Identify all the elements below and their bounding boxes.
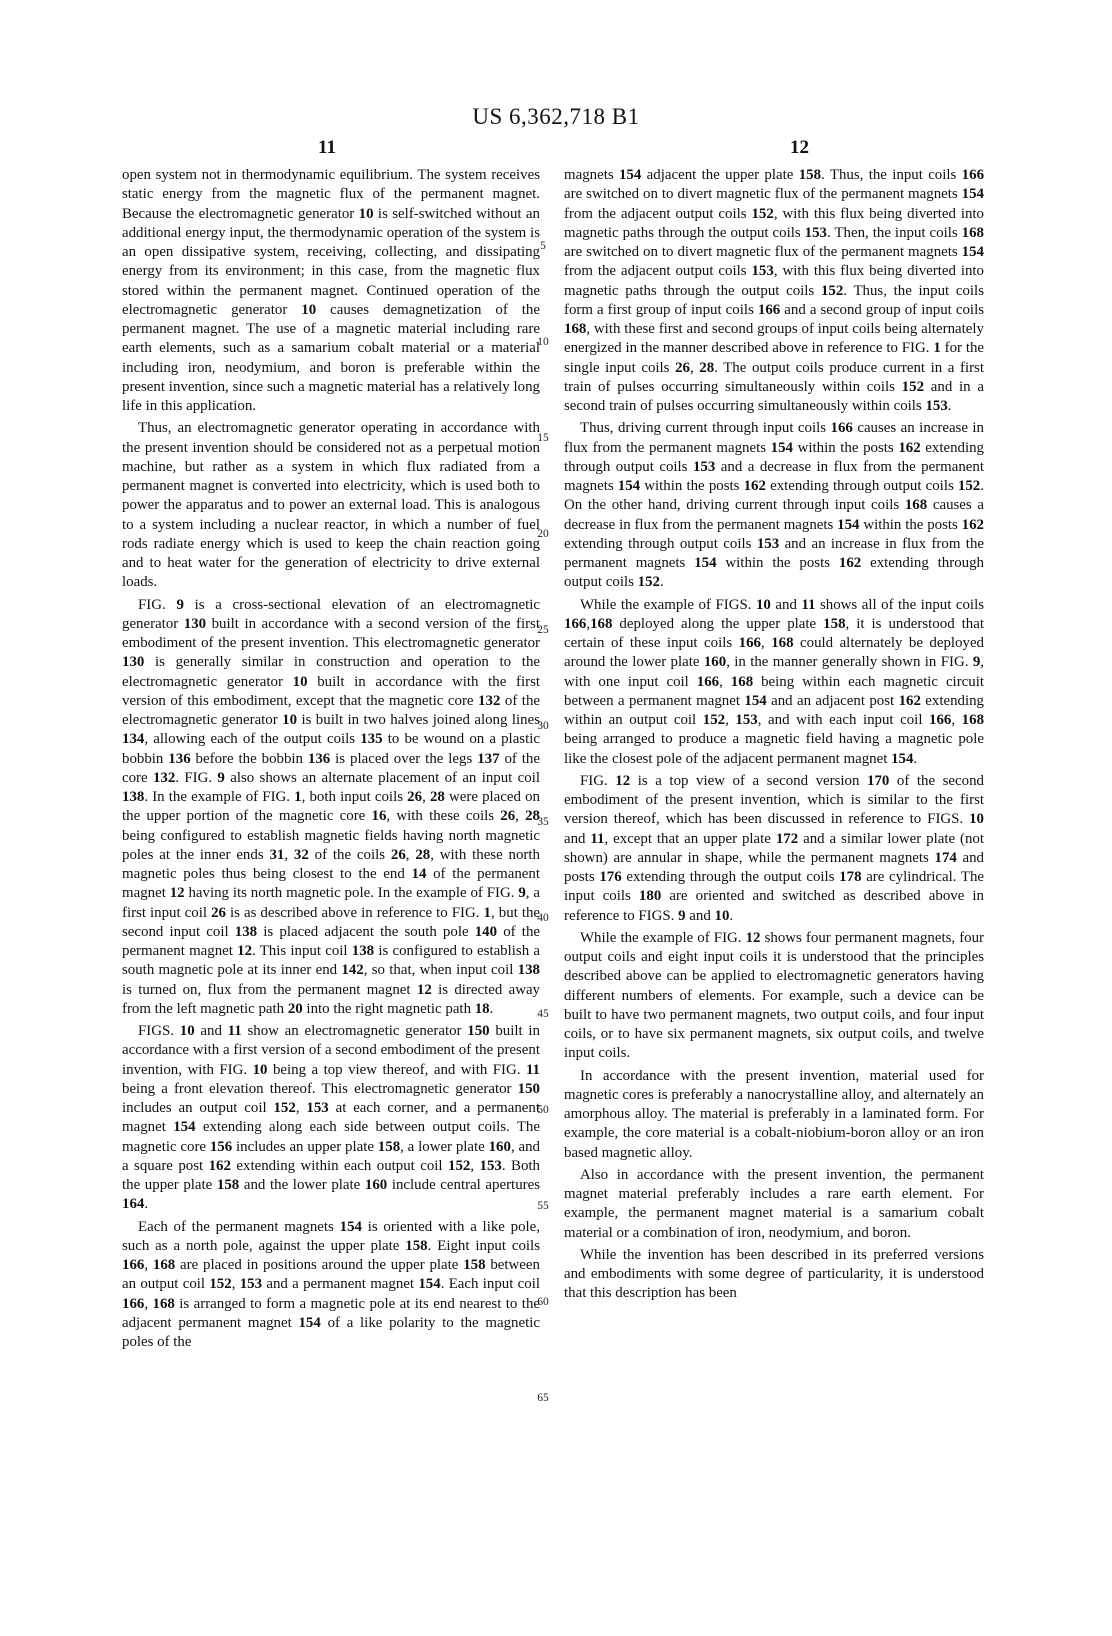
paragraph: In accordance with the present invention, material used for magnetic cores is preferably a nanocrystalline alloy, and alternately an amorphous alloy. The material is preferably in a laminated form. For example, the core material is a cobalt-niobium-boron alloy or an iron based magnetic alloy. xyxy=(564,1067,984,1161)
paragraph: Each of the permanent magnets 154 is oriented with a like pole, such as a north pole, against the upper plate 158. Eight input coils 166, 168 are placed in positions around the upper plate 158 between an output coil 152, 153 and a permanent magnet 154. Each input coil 166, 168 is arranged to form a magnetic pole at its end nearest to the adjacent permanent magnet 154 of a like polarity to the magnetic poles of the xyxy=(122,1218,541,1350)
paragraph: magnets 154 adjacent the upper plate 158. Thus, the input coils 166 are switched on to divert magnetic flux of the permanent magnets 154 from the adjacent output coils 152, with this flux being diverted into magnetic paths through the output coils 153. Then, the input coils 168 are switched on to divert magnetic flux of the permanent magnets 154 from the adjacent output coils 153, with this flux being diverted into magnetic paths through the output coils 152. Thus, the input coils form a first group of input coils 166 and a second group of input coils 168, with these first and second groups of input coils being alternately energized in the manner described above in reference to FIG. 1 for the single input coils 26, 28. The output coils produce current in a first train of pulses occurring simultaneously within coils 152 and in a second train of pulses occurring simultaneously within coils 153. xyxy=(564,167,985,414)
line-number: 35 xyxy=(537,816,549,828)
left-text-column xyxy=(122,166,540,1352)
paragraph: FIG. 12 is a top view of a second version 170 of the second embodiment of the present invention, which is similar to the first version thereof, which has been discussed in reference to FIGS. 10 and 11, except that an upper plate 172 and a similar lower plate (not shown) are annular in shape, while the permanent magnets 174 and posts 176 extending through the output coils 178 are cylindrical. The input coils 180 are oriented and switched as described above in reference to FIGS. 9 and 10. xyxy=(564,772,985,924)
paragraph: FIGS. 10 and 11 show an electromagnetic generator 150 built in accordance with a first version of a second embodiment of the present invention, with FIG. 10 being a top view thereof, and with FIG. 11 being a front elevation thereof. This electromagnetic generator 150 includes an output coil 152, 153 at each corner, and a permanent magnet 154 extending along each side between output coils. The magnetic core 156 includes an upper plate 158, a lower plate 160, and a square post 162 extending within each output coil 152, 153. Both the upper plate 158 and the lower plate 160 include central apertures 164. xyxy=(122,1023,541,1213)
line-number: 65 xyxy=(537,1392,549,1404)
line-number: 40 xyxy=(537,912,549,924)
right-text-column xyxy=(564,166,984,1304)
paragraph: Thus, an electromagnetic generator operating in accordance with the present invention should be considered not as a perpetual motion machine, but rather as a system in which flux radiated from a permanent magnet is converted into electricity, which is used both to power the apparatus and to power an external load. This is analogous to a system including a nuclear reactor, in which a number of fuel rods radiate energy which is used to keep the chain reaction going and to heat water for the generation of electricity to drive external loads. xyxy=(122,420,540,591)
line-number: 60 xyxy=(537,1296,549,1308)
paragraph: FIG. 9 is a cross-sectional elevation of an electromagnetic generator 130 built in accordance with a second version of the first embodiment of the present invention. This electromagnetic generator 130 is generally similar in construction and operation to the electromagnetic generator 10 built in accordance with the first version of this embodiment, except that the magnetic core 132 of the electromagnetic generator 10 is built in two halves joined along lines 134, allowing each of the output coils 135 to be wound on a plastic bobbin 136 before the bobbin 136 is placed over the legs 137 of the core 132. FIG. 9 also shows an alternate placement of an input coil 138. In the example of FIG. 1, both input coils 26, 28 were placed on the upper portion of the magnetic core 16, with these coils 26, 28 being configured to establish magnetic fields having north magnetic poles at the inner ends 31, 32 of the coils 26, 28, with these north magnetic poles thus being closest to the end 14 of the permanent magnet 12 having its north magnetic pole. In the example of FIG. 9, a first input coil 26 is as described above in reference to FIG. 1, but the second input coil 138 is placed adjacent the south pole 140 of the permanent magnet 12. This input coil 138 is configured to establish a south magnetic pole at its inner end 142, so that, when input coil 138 is turned on, flux from the permanent magnet 12 is directed away from the left magnetic path 20 into the right magnetic path 18. xyxy=(122,596,541,1017)
paragraph: While the example of FIGS. 10 and 11 shows all of the input coils 166,168 deployed along the upper plate 158, it is understood that certain of these input coils 166, 168 could alternately be deployed around the lower plate 160, in the manner generally shown in FIG. 9, with one input coil 166, 168 being within each magnetic circuit between a permanent magnet 154 and an adjacent post 162 extending within an output coil 152, 153, and with each input coil 166, 168 being arranged to produce a magnetic field having a magnetic pole like the closest pole of the adjacent permanent magnet 154. xyxy=(564,596,985,767)
paragraph: open system not in thermodynamic equilibrium. The system receives static energy from the magnetic flux of the permanent magnet. Because the electromagnetic generator 10 is self-switched without an additional energy input, the thermodynamic operation of the system is an open dissipative system, receiving, collecting, and dissipating energy from its environment; in this case, from the magnetic flux stored within the permanent magnet. Continued operation of the electromagnetic generator 10 causes demagnetization of the permanent magnet. The use of a magnetic material including rare earth elements, such as a samarium cobalt material or a material including iron, neodymium, and boron is preferable within the present invention, since such a magnetic material has a relatively long life in this application. xyxy=(122,167,540,414)
paragraph: While the example of FIG. 12 shows four permanent magnets, four output coils and eight input coils it is understood that the principles described above can be applied to electromagnetic generators having different numbers of elements. For example, such a device can be built to have two permanent magnets, two output coils, and four input coils, or to have six permanent magnets, six output coils, and twelve input coils. xyxy=(564,929,985,1062)
line-number: 50 xyxy=(537,1104,549,1116)
line-number: 5 xyxy=(540,240,546,252)
line-number: 15 xyxy=(537,432,549,444)
patent-number: US 6,362,718 B1 xyxy=(472,104,640,129)
line-number: 20 xyxy=(537,528,549,540)
line-number: 55 xyxy=(537,1200,549,1212)
column-number-left: 11 xyxy=(318,137,336,158)
line-number: 25 xyxy=(537,624,549,636)
column-number-right: 12 xyxy=(790,137,809,158)
line-number: 45 xyxy=(537,1008,549,1020)
paragraph: Also in accordance with the present invention, the permanent magnet material preferably includes a rare earth element. For example, the permanent magnet material is a samarium cobalt material or a combination of iron, neodymium, and boron. xyxy=(564,1166,984,1241)
line-number: 10 xyxy=(537,336,549,348)
line-number: 30 xyxy=(537,720,549,732)
paragraph: While the invention has been described in its preferred versions and embodiments with some degree of particularity, it is understood that this description has been xyxy=(564,1246,984,1302)
paragraph: Thus, driving current through input coils 166 causes an increase in flux from the permanent magnets 154 within the posts 162 extending through output coils 153 and a decrease in flux from the permanent magnets 154 within the posts 162 extending through output coils 152. On the other hand, driving current through input coils 168 causes a decrease in flux from the permanent magnets 154 within the posts 162 extending through output coils 153 and an increase in flux from the permanent magnets 154 within the posts 162 extending through output coils 152. xyxy=(564,420,985,591)
